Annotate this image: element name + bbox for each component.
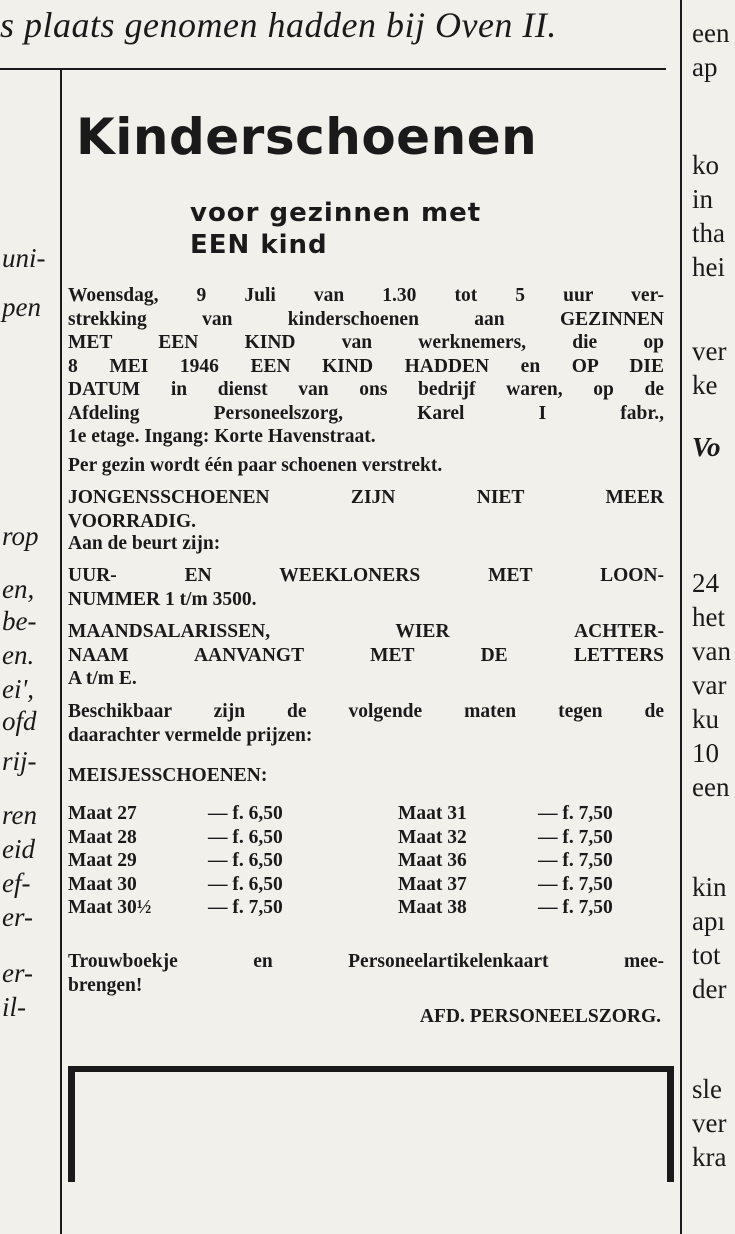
size-cell-right-price: — f. 7,50 bbox=[538, 826, 613, 848]
left-column-fragment: rop bbox=[2, 521, 39, 551]
left-column-rule bbox=[60, 70, 62, 1234]
paragraph-line: daarachter vermelde prijzen: bbox=[68, 724, 313, 746]
right-column-fragment: kra bbox=[692, 1142, 727, 1172]
size-cell-right: Maat 32 bbox=[398, 826, 467, 848]
size-row bbox=[68, 896, 664, 920]
size-cell-left: Maat 27 bbox=[68, 803, 137, 824]
ad-title: Kinderschoenen bbox=[76, 108, 538, 166]
right-column-fragment: var bbox=[692, 670, 727, 700]
left-column-fragment: er- bbox=[2, 902, 33, 932]
right-column-fragment: ver bbox=[692, 336, 727, 366]
right-column-fragment: in bbox=[692, 184, 714, 214]
paragraph-line: MAANDSALARISSEN, WIER ACHTER- bbox=[68, 621, 664, 642]
paragraph-line: NUMMER 1 t/m 3500. bbox=[68, 588, 257, 610]
ad-paragraph-per-family bbox=[68, 454, 664, 478]
size-row bbox=[68, 826, 664, 850]
left-column-fragment: ei', bbox=[2, 674, 35, 704]
size-cell-right: Maat 37 bbox=[398, 873, 467, 895]
size-cell-left-price: — f. 6,50 bbox=[208, 873, 283, 895]
right-column-fragment: tha bbox=[692, 218, 725, 248]
ad-paragraph-salaried bbox=[68, 620, 664, 691]
paragraph-line: A t/m E. bbox=[68, 668, 137, 689]
paragraph-line: UUR- EN WEEKLONERS MET LOON- bbox=[68, 565, 664, 586]
ad-paragraph-boys-shoes bbox=[68, 486, 664, 533]
size-cell-left: Maat 28 bbox=[68, 826, 137, 848]
right-column-fragment: een bbox=[692, 772, 730, 802]
right-column-fragment: ku bbox=[692, 704, 719, 734]
size-cell-right: Maat 38 bbox=[398, 897, 467, 918]
ad-paragraph-turn bbox=[68, 532, 664, 556]
size-cell-left: Maat 29 bbox=[68, 850, 137, 871]
ad-subtitle-line1: voor gezinnen met bbox=[190, 198, 482, 228]
size-cell-right: Maat 36 bbox=[398, 850, 467, 871]
left-column-fragment: uni- bbox=[2, 243, 46, 273]
ad-paragraph-girls-shoes bbox=[68, 764, 664, 788]
left-column-fragment: be- bbox=[2, 606, 37, 636]
turn-line: Aan de beurt zijn: bbox=[68, 533, 221, 554]
right-column-fragment: ver bbox=[692, 1108, 727, 1138]
size-row bbox=[68, 802, 664, 826]
right-column-fragment: 10 bbox=[692, 738, 719, 768]
size-cell-left-price: — f. 6,50 bbox=[208, 803, 283, 824]
paragraph-line: Beschikbaar zijn de volgende maten tegen de bbox=[68, 701, 664, 722]
size-row bbox=[68, 873, 664, 897]
right-column-fragment: 24 bbox=[692, 568, 719, 598]
ad-paragraph-bring bbox=[68, 950, 664, 997]
size-price-table bbox=[68, 802, 664, 920]
ad-paragraph-announcement bbox=[68, 284, 664, 449]
right-column-fragment: sle bbox=[692, 1074, 722, 1104]
paragraph-line: 1e etage. Ingang: Korte Havenstraat. bbox=[68, 426, 376, 447]
paragraph-line: JONGENSSCHOENEN ZIJN NIET MEER bbox=[68, 487, 664, 508]
left-column-fragment: eid bbox=[2, 834, 35, 864]
right-column-rule bbox=[680, 0, 682, 1234]
advertisement bbox=[64, 80, 669, 1230]
right-column-fragment: hei bbox=[692, 252, 725, 282]
size-cell-left-price: — f. 6,50 bbox=[208, 826, 283, 848]
ad-signature: AFD. PERSONEELSZORG. bbox=[419, 1006, 661, 1027]
size-cell-right-price: — f. 7,50 bbox=[538, 873, 613, 895]
next-advertisement-frame bbox=[68, 1066, 674, 1182]
paragraph-line: brengen! bbox=[68, 974, 143, 996]
ad-paragraph-available bbox=[68, 700, 664, 747]
right-column-fragment: ke bbox=[692, 370, 718, 400]
right-column-fragment: tot bbox=[692, 940, 721, 970]
left-column-fragment: il- bbox=[2, 992, 26, 1022]
headline-rule bbox=[0, 68, 666, 70]
top-headline-fragment: s plaats genomen hadden bij Oven II. bbox=[0, 5, 557, 45]
size-cell-left: Maat 30½ bbox=[68, 897, 152, 918]
left-column-fragment: er- bbox=[2, 958, 33, 988]
left-column-fragment: en, bbox=[2, 574, 35, 604]
right-column-fragment: ap bbox=[692, 52, 718, 82]
left-column-fragment: pen bbox=[2, 292, 41, 322]
left-column-fragment: ren bbox=[2, 800, 37, 830]
paragraph-line: Afdeling Personeelszorg, Karel I fabr., bbox=[68, 402, 664, 424]
size-cell-left-price: — f. 7,50 bbox=[208, 897, 283, 918]
paragraph-line: VOORRADIG. bbox=[68, 510, 196, 532]
size-cell-left-price: — f. 6,50 bbox=[208, 850, 283, 871]
size-cell-right-price: — f. 7,50 bbox=[538, 850, 613, 871]
paragraph-line: DATUM in dienst van ons bedrijf waren, op de bbox=[68, 379, 664, 400]
size-cell-right-price: — f. 7,50 bbox=[538, 803, 613, 824]
left-column-fragment: rij- bbox=[2, 746, 37, 776]
left-column-fragment: ofd bbox=[2, 706, 37, 736]
size-cell-right-price: — f. 7,50 bbox=[538, 897, 613, 918]
right-column-fragment: van bbox=[692, 636, 731, 666]
right-column-fragment: der bbox=[692, 974, 727, 1004]
size-row bbox=[68, 849, 664, 873]
paragraph-line: 8 MEI 1946 EEN KIND HADDEN en OP DIE bbox=[68, 355, 664, 377]
paragraph-line: MET EEN KIND van werknemers, die op bbox=[68, 332, 664, 353]
right-column-fragment: kin bbox=[692, 872, 727, 902]
left-column-fragment: en. bbox=[2, 640, 35, 670]
ad-subtitle-line2: EEN kind bbox=[190, 230, 328, 260]
right-column-fragment: een bbox=[692, 18, 730, 48]
size-cell-right: Maat 31 bbox=[398, 803, 467, 824]
paragraph-line: Woensdag, 9 Juli van 1.30 tot 5 uur ver- bbox=[68, 285, 664, 306]
paragraph-line: Trouwboekje en Personeelartikelenkaart mee- bbox=[68, 951, 664, 972]
girls-shoes-line: MEISJESSCHOENEN: bbox=[68, 765, 268, 786]
right-column-fragment: het bbox=[692, 602, 725, 632]
right-column-fragment: ko bbox=[692, 150, 719, 180]
ad-paragraph-hourly-workers bbox=[68, 564, 664, 611]
size-cell-left: Maat 30 bbox=[68, 873, 137, 895]
right-column-fragment: apı bbox=[692, 906, 725, 936]
paragraph-line: NAAM AANVANGT MET DE LETTERS bbox=[68, 644, 664, 666]
per-family-line: Per gezin wordt één paar schoenen verstrekt. bbox=[68, 455, 443, 476]
right-column-fragment: Vo bbox=[692, 432, 721, 462]
left-column-fragment: ef- bbox=[2, 868, 31, 898]
paragraph-line: strekking van kinderschoenen aan GEZINNEN bbox=[68, 308, 664, 330]
